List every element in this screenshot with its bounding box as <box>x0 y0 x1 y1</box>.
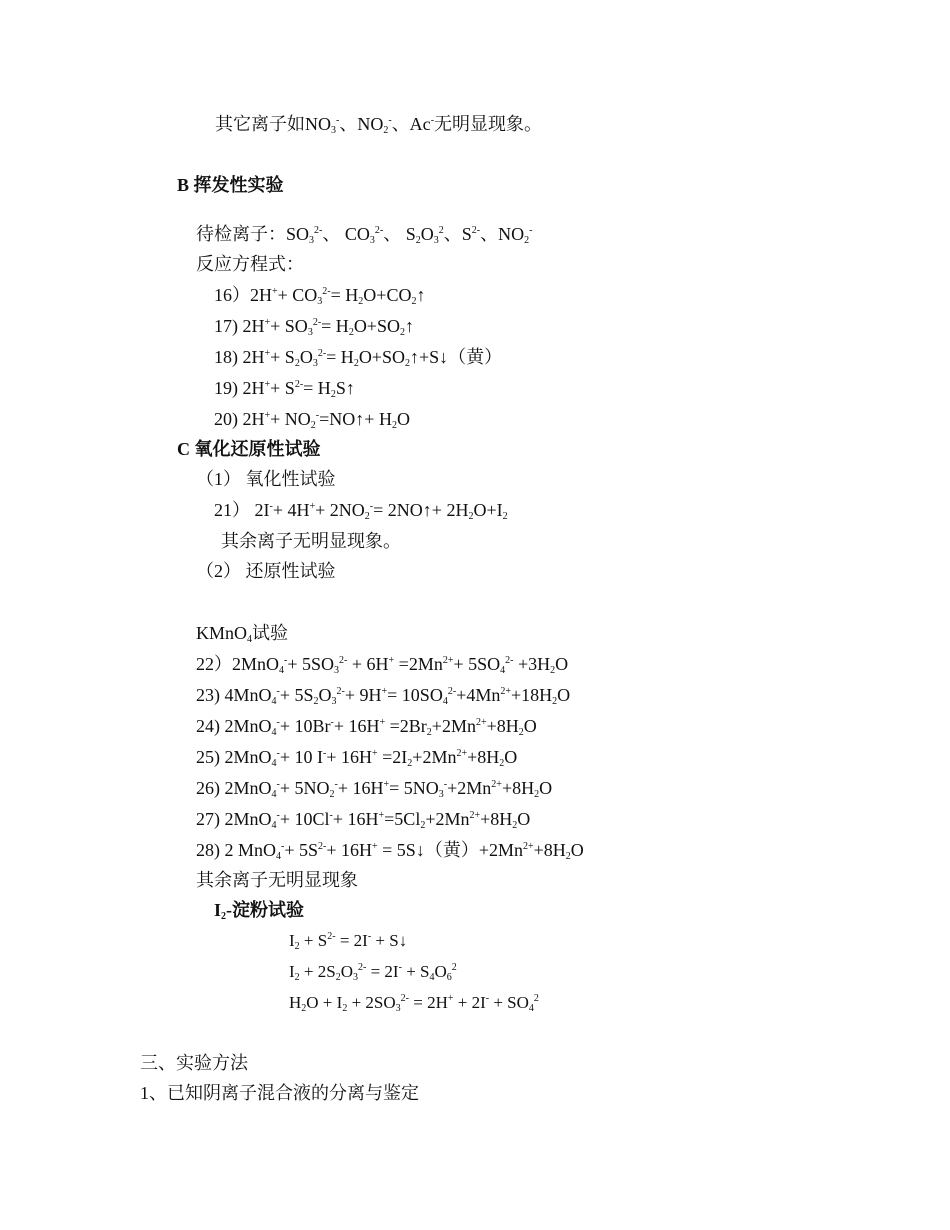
subscript: 3 <box>312 358 318 369</box>
text-run: 24) 2MnO <box>196 716 272 736</box>
text-run: 其余离子无明显现象 <box>196 870 358 890</box>
text-run: O+CO <box>363 285 412 305</box>
text-run: 19) 2H <box>214 378 265 398</box>
superscript: + <box>272 286 278 297</box>
subscript: 2 <box>348 327 354 338</box>
superscript: 2+ <box>500 686 511 697</box>
equation-18 <box>214 346 502 368</box>
text-run: 、Ac <box>391 114 431 134</box>
subscript: 6 <box>446 972 452 983</box>
superscript: - <box>330 717 334 728</box>
subscript: 3 <box>395 1003 401 1014</box>
reaction-equations-label <box>196 253 304 275</box>
subscript: 2 <box>407 758 413 769</box>
subscript: 2 <box>552 696 558 707</box>
subscript: 3 <box>331 125 336 136</box>
superscript: + <box>309 501 316 512</box>
kmno4-test-label <box>196 622 288 644</box>
superscript: + <box>372 748 378 759</box>
subscript: 4 <box>528 1003 534 1014</box>
text-run: + 2SO <box>347 993 396 1012</box>
equation-iodine-2 <box>289 961 457 983</box>
text-run: = H <box>330 285 359 305</box>
text-run: 、NO <box>480 224 525 244</box>
text-run: 、 CO <box>322 224 370 244</box>
text-run: + CO <box>277 285 318 305</box>
equation-iodine-3 <box>289 992 539 1014</box>
text-run: I <box>289 931 295 950</box>
subscript: 2 <box>313 696 319 707</box>
superscript: - <box>329 810 333 821</box>
note-remaining-ions-2 <box>196 869 358 891</box>
text-run: + S <box>270 378 295 398</box>
subscript: 2 <box>330 389 336 400</box>
superscript: + <box>379 717 386 728</box>
text-run: 27) 2MnO <box>196 809 272 829</box>
text-run: +2Mn <box>431 716 476 736</box>
subscript: 2 <box>391 420 397 431</box>
text-run: + 2S <box>299 962 336 981</box>
superscript: 2- <box>400 993 409 1004</box>
subscript: 2 <box>415 235 421 246</box>
superscript: + <box>378 810 385 821</box>
text-run: 20) 2H <box>214 409 265 429</box>
section-heading-method <box>140 1052 248 1074</box>
superscript: 2- <box>294 379 304 390</box>
text-run: 试验 <box>252 623 289 643</box>
text-run: O + I <box>306 993 343 1012</box>
subscript: 4 <box>271 727 277 738</box>
text-run: +2Mn <box>425 809 470 829</box>
superscript: + <box>388 655 395 666</box>
text-run: = 2I <box>335 931 368 950</box>
subscript: 2 <box>565 851 571 862</box>
superscript: - <box>529 225 533 236</box>
text-run: S↑ <box>335 378 355 398</box>
text-run: + 16H <box>332 809 379 829</box>
subscript: 2 <box>411 296 417 307</box>
superscript: 2- <box>312 317 322 328</box>
reduction-test-label <box>196 560 336 582</box>
superscript: - <box>367 931 372 942</box>
subscript: 2 <box>294 358 300 369</box>
subscript: 2 <box>426 727 432 738</box>
subscript: 4 <box>247 634 253 645</box>
text-run: （2） 还原性试验 <box>196 561 336 581</box>
text-run: 25) 2MnO <box>196 747 272 767</box>
superscript: 2- <box>471 225 481 236</box>
subscript: 2 <box>468 511 474 522</box>
subscript: 2 <box>301 1003 307 1014</box>
text-run: O+SO <box>358 347 405 367</box>
superscript: 2- <box>374 225 384 236</box>
text-run: 、S <box>443 224 472 244</box>
subscript: 2 <box>335 972 341 983</box>
text-run: +4Mn <box>456 685 501 705</box>
superscript: + <box>381 686 388 697</box>
superscript: - <box>388 115 392 126</box>
superscript: - <box>398 962 402 973</box>
superscript: + <box>264 379 271 390</box>
text-run: O <box>539 778 553 798</box>
subscript: 3 <box>309 235 315 246</box>
text-run: O+SO <box>353 316 400 336</box>
equation-22 <box>196 653 568 675</box>
superscript: - <box>269 501 273 512</box>
subscript: 2 <box>383 125 389 136</box>
text-run: + 2NO <box>315 500 365 520</box>
text-run: 22）2MnO <box>196 654 280 674</box>
subscript: 2 <box>524 235 530 246</box>
text-run: 26) 2MnO <box>196 778 272 798</box>
text-run: +8H <box>467 747 500 767</box>
text-run: 18) 2H <box>214 347 265 367</box>
text-run: +8H <box>533 840 566 860</box>
heading-redox <box>177 438 321 460</box>
text-run: 1、已知阴离子混合液的分离与鉴定 <box>140 1083 419 1103</box>
text-run: + 5SO <box>287 654 335 674</box>
note-other-ions <box>215 113 542 135</box>
text-run: ↑+S↓（黄） <box>409 347 503 367</box>
subscript: 2 <box>499 758 505 769</box>
subscript: 2 <box>294 972 300 983</box>
text-run: = 10SO <box>387 685 443 705</box>
text-run: +8H <box>486 716 519 736</box>
subscript: 2 <box>518 727 524 738</box>
superscript: 2- <box>447 686 457 697</box>
text-run: + S <box>299 931 328 950</box>
heading-iodine-starch <box>214 899 304 921</box>
subscript: 2 <box>399 327 405 338</box>
superscript: - <box>276 686 280 697</box>
subscript: 3 <box>331 696 337 707</box>
subsection-known-anions <box>140 1082 419 1104</box>
equation-28 <box>196 839 584 861</box>
text-run: O <box>434 962 447 981</box>
superscript: - <box>276 748 280 759</box>
text-run: +8H <box>501 778 535 798</box>
superscript: + <box>264 348 271 359</box>
superscript: 2- <box>336 686 345 697</box>
text-run: B 挥发性实验 <box>177 175 284 195</box>
subscript: 2 <box>534 789 540 800</box>
equation-23 <box>196 684 570 706</box>
text-run: ↑ <box>416 285 426 305</box>
text-run: +3H <box>513 654 551 674</box>
text-run: + 16H <box>326 840 373 860</box>
superscript: 2- <box>358 962 367 973</box>
text-run: + 10Cl <box>279 809 330 829</box>
text-run: I <box>214 900 222 920</box>
superscript: 2+ <box>475 717 487 728</box>
text-run: + 16H <box>326 747 372 767</box>
text-run: = H <box>321 316 349 336</box>
text-run: + 5S <box>284 840 319 860</box>
superscript: - <box>315 410 320 421</box>
superscript: + <box>383 779 390 790</box>
text-run: +2Mn <box>412 747 457 767</box>
text-run: 、NO <box>339 114 384 134</box>
text-run: + S <box>270 347 295 367</box>
superscript: 2 <box>533 993 539 1004</box>
text-run: O <box>318 685 332 705</box>
text-run: 反应方程式： <box>196 254 304 274</box>
subscript: 2 <box>420 820 426 831</box>
text-run: 17) 2H <box>214 316 265 336</box>
superscript: - <box>276 779 280 790</box>
text-run: + S↓ <box>371 931 408 950</box>
text-run: =5Cl <box>384 809 421 829</box>
oxidation-test-label <box>196 468 336 490</box>
text-run: + 4H <box>272 500 310 520</box>
superscript: - <box>323 748 327 759</box>
text-run: 其它离子如NO <box>215 114 331 134</box>
subscript: 2 <box>502 511 508 522</box>
subscript: 3 <box>433 235 439 246</box>
text-run: 三、实验方法 <box>140 1053 248 1073</box>
text-run: + 5S <box>279 685 314 705</box>
superscript: - <box>334 779 338 790</box>
text-run: O <box>523 716 537 736</box>
superscript: - <box>430 115 435 126</box>
superscript: - <box>443 779 448 790</box>
text-run: KMnO <box>196 623 248 643</box>
text-run: O <box>396 409 410 429</box>
superscript: - <box>276 717 280 728</box>
note-remaining-ions-1 <box>221 530 401 552</box>
text-run: O <box>570 840 584 860</box>
text-run: （1） 氧化性试验 <box>196 469 336 489</box>
superscript: 2- <box>327 931 336 942</box>
subscript: 2 <box>358 296 364 307</box>
text-run: 其余离子无明显现象。 <box>221 531 401 551</box>
text-run: + 10 I <box>279 747 323 767</box>
subscript: 4 <box>442 696 448 707</box>
text-run: = 5NO <box>389 778 439 798</box>
subscript: 2 <box>310 420 316 431</box>
superscript: - <box>336 115 340 126</box>
text-run: H <box>289 993 302 1012</box>
equation-25 <box>196 746 517 768</box>
subscript: 2 <box>364 511 370 522</box>
text-run: O <box>420 224 434 244</box>
superscript: 2- <box>322 286 331 297</box>
text-run: 23) 4MnO <box>196 685 272 705</box>
subscript: 2 <box>342 1003 348 1014</box>
superscript: 2- <box>505 655 514 666</box>
superscript: - <box>276 810 280 821</box>
text-run: 16）2H <box>214 285 272 305</box>
subscript: 4 <box>500 665 506 676</box>
text-run: 21） 2I <box>214 500 270 520</box>
superscript: 2+ <box>442 655 454 666</box>
text-run: I <box>289 962 295 981</box>
text-run: O <box>340 962 353 981</box>
subscript: 2 <box>294 941 300 952</box>
text-run: C 氧化还原性试验 <box>177 439 321 459</box>
superscript: 2+ <box>522 841 534 852</box>
subscript: 2 <box>550 665 556 676</box>
subscript: 2 <box>329 789 335 800</box>
text-run: ↑ <box>404 316 414 336</box>
subscript: 2 <box>221 911 227 922</box>
text-run: = H <box>303 378 331 398</box>
text-run: 无明显现象。 <box>434 114 543 134</box>
subscript: 4 <box>271 820 277 831</box>
equation-17 <box>214 315 414 337</box>
superscript: + <box>264 410 271 421</box>
subscript: 2 <box>404 358 410 369</box>
superscript: + <box>447 993 454 1004</box>
superscript: 2- <box>339 655 348 666</box>
text-run: + 5SO <box>453 654 501 674</box>
superscript: - <box>284 655 288 666</box>
text-run: + S <box>401 962 430 981</box>
text-run: = 5S↓（黄）+2Mn <box>377 840 523 860</box>
equation-21 <box>214 499 508 521</box>
text-run: O <box>517 809 531 829</box>
superscript: 2- <box>317 348 327 359</box>
text-run: + 2I <box>453 993 486 1012</box>
text-run: = H <box>326 347 354 367</box>
heading-volatility <box>177 174 284 196</box>
text-run: 、 S <box>383 224 416 244</box>
text-run: +18H <box>510 685 553 705</box>
superscript: - <box>281 841 285 852</box>
text-run: O <box>557 685 571 705</box>
text-run: +8H <box>480 809 513 829</box>
text-run: + NO <box>270 409 311 429</box>
subscript: 2 <box>512 820 518 831</box>
text-run: + 16H <box>337 778 384 798</box>
subscript: 3 <box>369 235 375 246</box>
superscript: 2 <box>451 962 457 973</box>
text-run: =2Mn <box>394 654 443 674</box>
subscript: 3 <box>438 789 444 800</box>
ions-to-test <box>196 223 532 245</box>
subscript: 4 <box>271 758 277 769</box>
text-run: O+I <box>473 500 503 520</box>
text-run: = 2I <box>366 962 399 981</box>
text-run: O <box>504 747 518 767</box>
equation-19 <box>214 377 355 399</box>
equation-iodine-1 <box>289 930 407 952</box>
superscript: 2 <box>438 225 444 236</box>
subscript: 3 <box>307 327 313 338</box>
superscript: 2+ <box>469 810 481 821</box>
text-run: +2Mn <box>447 778 492 798</box>
text-run: =2I <box>377 747 408 767</box>
text-run: O <box>299 347 313 367</box>
subscript: 3 <box>317 296 323 307</box>
superscript: + <box>264 317 271 328</box>
superscript: - <box>369 501 374 512</box>
superscript: - <box>485 993 490 1004</box>
text-run: = 2H <box>408 993 448 1012</box>
text-run: = 2NO↑+ 2H <box>373 500 469 520</box>
superscript: 2- <box>314 225 323 236</box>
text-run: 28) 2 MnO <box>196 840 276 860</box>
equation-27 <box>196 808 530 830</box>
text-run: O <box>555 654 569 674</box>
subscript: 3 <box>334 665 340 676</box>
equation-26 <box>196 777 552 799</box>
equation-24 <box>196 715 537 737</box>
equation-20 <box>214 408 410 430</box>
text-run: =NO↑+ H <box>319 409 392 429</box>
text-run: + SO <box>489 993 529 1012</box>
text-run: + 6H <box>347 654 389 674</box>
text-run: + 5NO <box>279 778 330 798</box>
superscript: + <box>372 841 378 852</box>
text-run: + 10Br <box>279 716 331 736</box>
text-run: =2Br <box>385 716 427 736</box>
superscript: 2+ <box>491 779 502 790</box>
subscript: 4 <box>279 665 285 676</box>
superscript: 2- <box>318 841 327 852</box>
superscript: 2+ <box>456 748 468 759</box>
text-run: + 16H <box>333 716 380 736</box>
subscript: 4 <box>429 972 435 983</box>
text-run: 待检离子：SO <box>196 224 310 244</box>
equation-16 <box>214 284 425 306</box>
subscript: 3 <box>353 972 358 983</box>
text-run: + SO <box>270 316 308 336</box>
subscript: 4 <box>276 851 281 862</box>
text-run: -淀粉试验 <box>226 900 305 920</box>
subscript: 4 <box>271 789 277 800</box>
subscript: 2 <box>353 358 359 369</box>
subscript: 4 <box>271 696 277 707</box>
text-run: + 9H <box>344 685 382 705</box>
